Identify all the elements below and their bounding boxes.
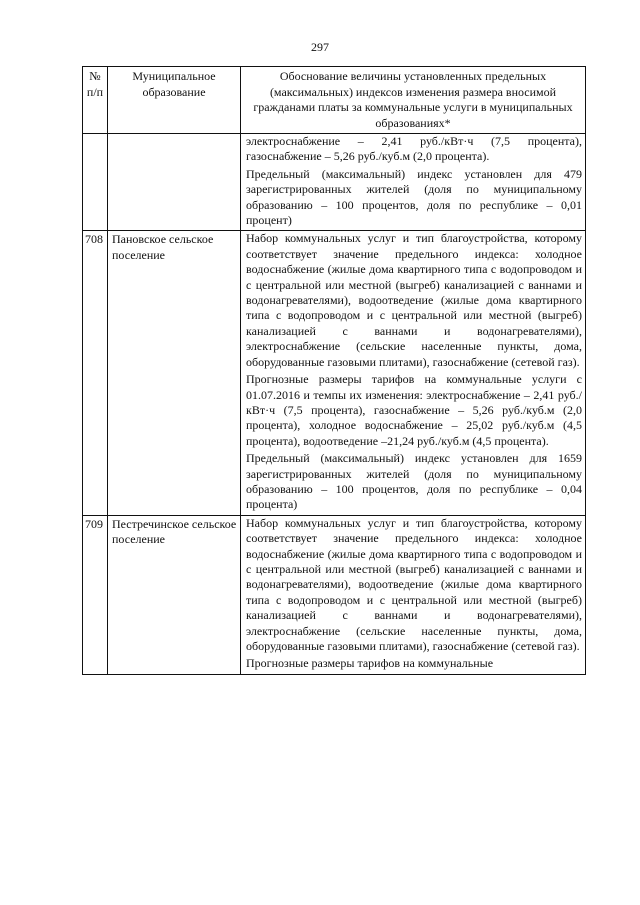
row-justification: [241, 134, 586, 231]
justification-paragraph: Предельный (максимальный) индекс установлен для 1659 зарегистрированных жителей (доля по муниципальному образованию – 100 процентов, доля по республике – 0,04 процента): [246, 451, 582, 512]
row-justification: [241, 515, 586, 674]
row-number: [83, 134, 108, 231]
row-municipality: Пестречинское сельское поселение: [108, 515, 241, 674]
header-number: № п/п: [83, 67, 108, 134]
row-municipality: [108, 134, 241, 231]
justification-paragraph: Прогнозные размеры тарифов на коммунальные: [246, 656, 494, 671]
header-justification: Обоснование величины установленных предельных (максимальных) индексов изменения размера вносимой гражданами платы за коммунальные услуги в муниципальных образованиях*: [241, 67, 586, 134]
page-number: 297: [311, 40, 329, 54]
table-row: [83, 134, 586, 231]
table-row: [83, 231, 586, 515]
row-justification: [241, 231, 586, 515]
row-number: 708: [83, 231, 108, 515]
justification-paragraph: Прогнозные размеры тарифов на коммунальные услуги с 01.07.2016 и темпы их изменения: электроснабжение – 2,41 руб./кВт·ч (7,5 процента), газоснабжение – 5,26 руб./куб.м (2,0 процента), холодное водоснабжение – 25,02 руб./куб.м (4,5 процента), водоотведение –21,24 руб./куб.м (4,5 процента).: [246, 372, 582, 448]
justification-paragraph: Предельный (максимальный) индекс установлен для 479 зарегистрированных жителей (доля по муниципальному образованию – 100 процентов, доля по республике – 0,01 процент): [246, 166, 582, 228]
justification-paragraph: Набор коммунальных услуг и тип благоустройства, которому соответствует значение предельного индекса: холодное водоснабжение (жилые дома квартирного типа с водопроводом и с центральной или местной (выгреб) канализацией с ваннами и водонагревателями), водоотведение (жилые дома квартирного типа с водопроводом и с центральной или местной (выгреб) канализацией с ваннами и водонагревателями), электроснабжение (сельские населенные пункты, дома, оборудованные газовыми плитами), газоснабжение (сетевой газ).: [246, 231, 582, 369]
header-municipality: Муниципальное образование: [108, 67, 241, 134]
justification-paragraph: электроснабжение – 2,41 руб./кВт·ч (7,5 процента), газоснабжение – 5,26 руб./куб.м (2,0 процента).: [246, 134, 582, 164]
row-municipality: Пановское сельское поселение: [108, 231, 241, 515]
table-header-row: [83, 67, 586, 134]
tariff-index-table: [82, 66, 586, 675]
table-row: [83, 515, 586, 674]
justification-paragraph: Набор коммунальных услуг и тип благоустройства, которому соответствует значение предельного индекса: холодное водоснабжение (жилые дома квартирного типа с водопроводом и с центральной или местной (выгреб) канализацией с ваннами и водонагревателями), водоотведение (жилые дома квартирного типа с водопроводом и с центральной или местной (выгреб) канализацией с ваннами и водонагревателями), электроснабжение (сельские населенные пункты, дома, оборудованные газовыми плитами), газоснабжение (сетевой газ).: [246, 515, 582, 653]
row-number: 709: [83, 515, 108, 674]
